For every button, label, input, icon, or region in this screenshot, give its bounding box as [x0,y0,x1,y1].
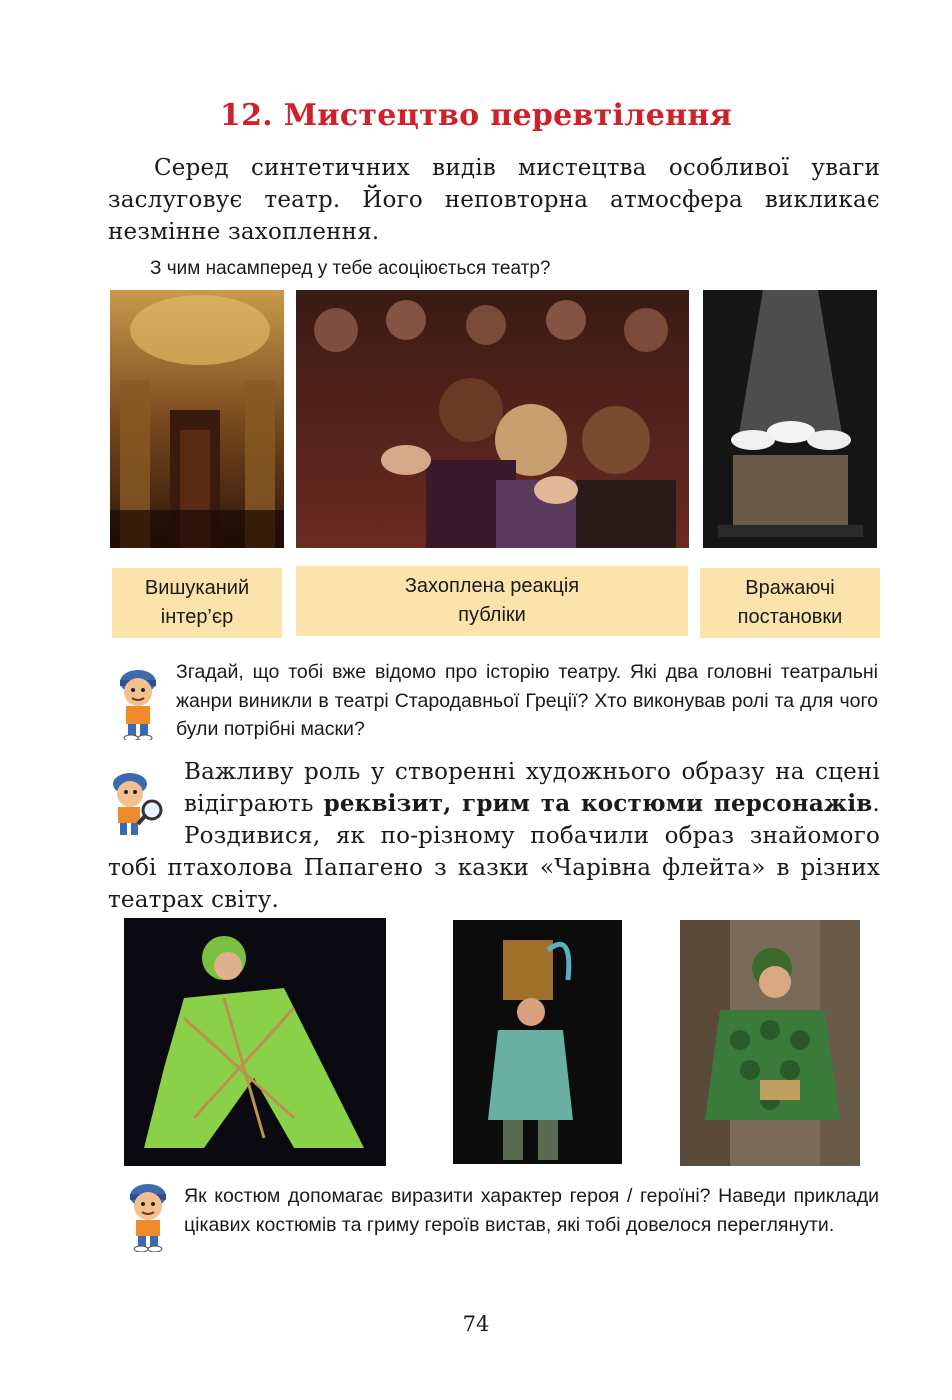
page-title: 12. Мистецтво перевтілення [219,98,733,133]
costume-paragraph: Важливу роль у створенні художнього образу на сцені відіграють реквізит, грим та костюми персонажів. Роздивися, як по-різному побачили образ знайомого тобі птахолова Папагено з казки «Чарівна флейта» в різних театрах світу. [108,759,880,913]
question-text: З чим насамперед у тебе асоціюється театр? [150,258,551,279]
theatre-interior-photo [110,290,284,548]
production-photo [703,290,877,548]
page-number: 74 [462,1312,490,1336]
papageno-photo-3 [680,920,860,1166]
caption-audience: Захоплена реакція публіки [296,566,688,636]
task-costume: Як костюм допомагає виразити характер героя / героїні? Наведи приклади цікавих костюмів та гриму героїв вистав, які тобі довелося переглянути. [184,1185,879,1236]
intro-paragraph: Серед синтетичних видів мистецтва особливої уваги заслуговує театр. Його неповторна атмосфера викликає незмінне захоплення. [108,155,880,245]
boy-mascot-icon [108,660,166,740]
boy-mascot-icon [118,1176,176,1252]
task-history: Згадай, що тобі вже відомо про історію театру. Які два головні театральні жанри виникли в театрі Стародавньої Греції? Хто виконував ролі та для чого були потрібні маски? [176,661,878,740]
audience-photo [296,290,689,548]
papageno-photo-2 [453,920,622,1164]
caption-productions: Вражаючі постановки [700,568,880,638]
key-terms: реквізит, грим та костюми персонажів [323,790,873,817]
papageno-photo-1 [124,918,386,1166]
caption-interior: Вишуканий інтер’єр [112,568,282,638]
